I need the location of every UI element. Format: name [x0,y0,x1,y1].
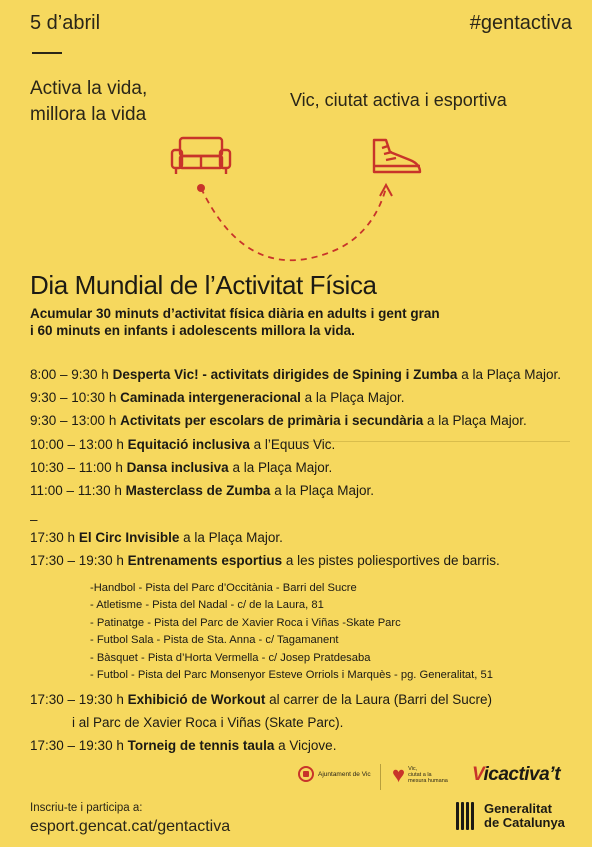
slogan-right: Vic, ciutat activa i esportiva [290,90,507,110]
date: 5 d’abril [30,12,101,34]
event-name: Caminada intergeneracional [120,390,301,406]
schedule-row [30,366,575,389]
event-name: Equitació inclusiva [127,436,250,452]
senyera-icon [456,802,478,830]
event-place: a la Plaça Major. [304,390,405,406]
event-name: El Circ Invisible [78,530,180,546]
event-time: 9:30 – 10:30 h [30,390,117,406]
ajuntament-logo [298,766,371,782]
arrow-head [380,185,392,196]
event-time: 17:30 h [30,530,76,546]
event-name: Masterclass de Zumba [125,482,271,498]
generalitat-logo [456,802,565,830]
generalitat-line2: de Catalunya [484,815,565,830]
generalitat-line1: Generalitat [484,801,552,816]
schedule-row [30,389,575,412]
list-item: -Handbol - Pista del Parc d’Occitània - Barri del Sucre [90,581,357,594]
event-time: 9:30 – 13:00 h [30,413,117,429]
divider-dash [32,52,62,54]
schedule-row-continued: i al Parc de Xavier Roca i Viñas (Skate Parc). [72,715,344,731]
event-time: 11:00 – 11:30 h [30,482,122,498]
event-time: 10:00 – 13:00 h [30,436,124,452]
schedule-row [30,691,575,714]
list-item: - Futbol - Pista del Parc Monsenyor Esteve Orriols i Marquès - pg. Generalitat, 51 [90,669,493,682]
sneaker-icon [374,140,420,172]
vicactivat-logo [472,764,560,786]
seal-icon [298,766,314,782]
schedule [30,366,575,761]
schedule-row [30,529,575,552]
vic-tagline [408,766,448,784]
slogan-left [30,76,147,128]
sports-list [30,580,575,686]
slogan-left-line1: Activa la vida, [30,78,148,99]
schedule-row [30,482,575,505]
vic-tagline-line2: ciutat a la [408,772,432,778]
vic-tagline-line3: mesura humana [408,778,448,784]
heart-v-icon: ♥ [392,762,406,787]
event-place: a l’Equus Vic. [253,436,336,452]
event-place: a la Plaça Major. [232,459,333,475]
list-item: - Atletisme - Pista del Nadal - c/ de la Laura, 81 [90,599,324,612]
list-item: - Futbol Sala - Pista de Sta. Anna - c/ Tagamanent [90,634,339,647]
subtitle-line2: i 60 minuts en infants i adolescents millora la vida. [30,323,355,338]
event-place: a la Plaça Major. [274,482,374,498]
event-name: Entrenaments esportius [127,553,283,569]
generalitat-text [484,802,565,830]
list-item: - Patinatge - Pista del Parc de Xavier Roca i Viñas -Skate Parc [90,616,401,629]
slogan-left-line2: millora la vida [30,104,147,125]
schedule-row [30,737,575,760]
event-place: a la Plaça Major. [461,367,562,382]
section-separator: – [30,512,38,528]
vicactivat-v: V [472,764,484,785]
logo-divider [380,764,381,790]
event-place: a Vicjove. [278,738,337,754]
event-time: 17:30 – 19:30 h [30,738,124,754]
signup-url[interactable]: esport.gencat.cat/gentactiva [30,818,231,835]
event-time: 17:30 – 19:30 h [30,553,124,569]
schedule-row [30,552,575,575]
hashtag: #gentactiva [469,12,572,34]
schedule-row [30,412,575,435]
event-name: Activitats per escolars de primària i secundària [120,413,424,429]
event-time: 10:30 – 11:00 h [30,459,123,475]
sponsor-logos [298,762,588,792]
event-place: a les pistes poliesportives de barris. [285,553,500,569]
vic-tagline-line1: Vic, [408,766,418,772]
event-name: Torneig de tennis taula [127,738,275,754]
list-item: - Bàsquet - Pista d’Horta Vermella - c/ Josep Pratdesaba [90,651,371,664]
vic-logo [392,764,448,786]
event-place: a la Plaça Major. [427,413,527,429]
subtitle-line1: Acumular 30 minuts d’activitat física diària en adults i gent gran [30,306,440,321]
schedule-row [30,459,575,482]
signup-label: Inscriu-te i participa a: [30,802,143,814]
dashed-arc [201,188,386,260]
page-title: Dia Mundial de l’Activitat Física [30,270,377,300]
event-place: al carrer de la Laura (Barri del Sucre) [269,692,492,708]
ajuntament-label: Ajuntament de Vic [318,770,371,778]
event-time: 8:00 – 9:30 h [30,367,109,382]
subtitle [30,305,440,339]
sofa-icon [172,138,230,174]
vicactivat-text: icactiva’t [483,764,561,785]
sofa-to-sneaker-illustration [160,130,430,270]
event-name: Exhibició de Workout [127,692,266,708]
event-time: 17:30 – 19:30 h [30,692,124,708]
event-place: a la Plaça Major. [183,530,283,546]
schedule-row [30,436,575,459]
event-name: Dansa inclusiva [126,459,229,475]
event-name: Desperta Vic! - activitats dirigides de Spining i Zumba [112,367,458,382]
